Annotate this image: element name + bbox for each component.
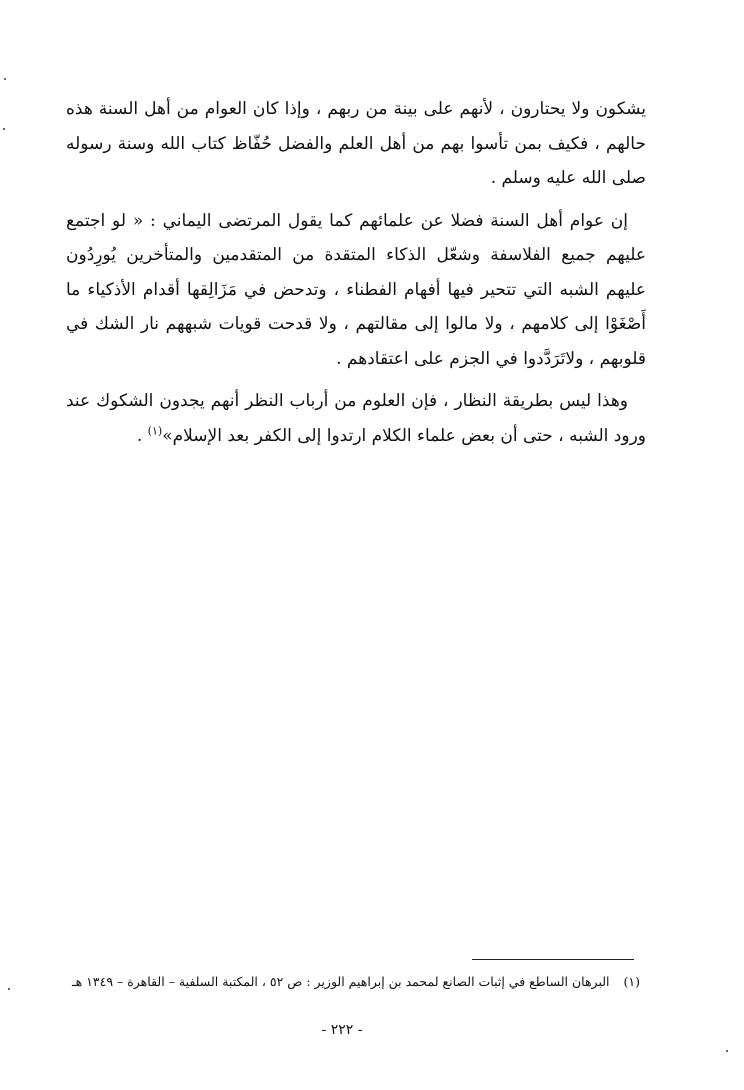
footnote-reference[interactable]: (١) — [147, 423, 163, 437]
footnote-divider — [472, 959, 634, 960]
paragraph-3 — [66, 384, 646, 453]
body-text — [66, 92, 646, 461]
footnote — [60, 972, 640, 992]
scan-speck — [4, 78, 6, 80]
paragraph-3-end: . — [136, 425, 148, 446]
scan-speck — [3, 128, 5, 130]
scan-speck — [8, 988, 10, 990]
scan-speck — [726, 1050, 728, 1052]
footnote-number: (١) — [623, 974, 640, 989]
paragraph-2: إن عوام أهل السنة فضلا عن علمائهم كما يقول المرتضى اليماني : « لو اجتمع عليهم جميع الفلاسفة وشعّل الذكاء المتقدة من المتقدمين والمتأخرين يُورِدُون عليهم الشبه التي تتحير فيها أفهام الفطناء ، وتدحض في مَزَالِقها أقدام الأذكياء ما أَصْغَوْا إلى كلامهم ، ولا مالوا إلى مقالتهم ، ولا قدحت قويات شبههم نار الشك في قلوبهم ، ولاتَرَدَّدوا في الجزم على اعتقادهم . — [66, 210, 646, 369]
footnote-text: البرهان الساطع في إثبات الصانع لمحمد بن إبراهيم الوزير : ص ٥٢ ، المكتبة السلفية – القاهرة – ١٣٤٩ هـ — [71, 974, 610, 989]
paragraph-3-text: وهذا ليس بطريقة النظار ، فإن العلوم من أرباب النظر أنهم يجدون الشكوك عند ورود الشبه ، حتى أن بعض علماء الكلام ارتدوا إلى الكفر بعد الإسلام» — [66, 391, 646, 446]
paragraph-1: يشكون ولا يحتارون ، لأنهم على بينة من ربهم ، وإذا كان العوام من أهل السنة هذه حالهم ، فكيف بمن تأسوا بهم من أهل العلم والفضل حُفّاظ كتاب الله وسنة رسوله صلى الله عليه وسلم . — [66, 99, 646, 188]
page-number: - ٢٢٢ - — [321, 1022, 363, 1038]
